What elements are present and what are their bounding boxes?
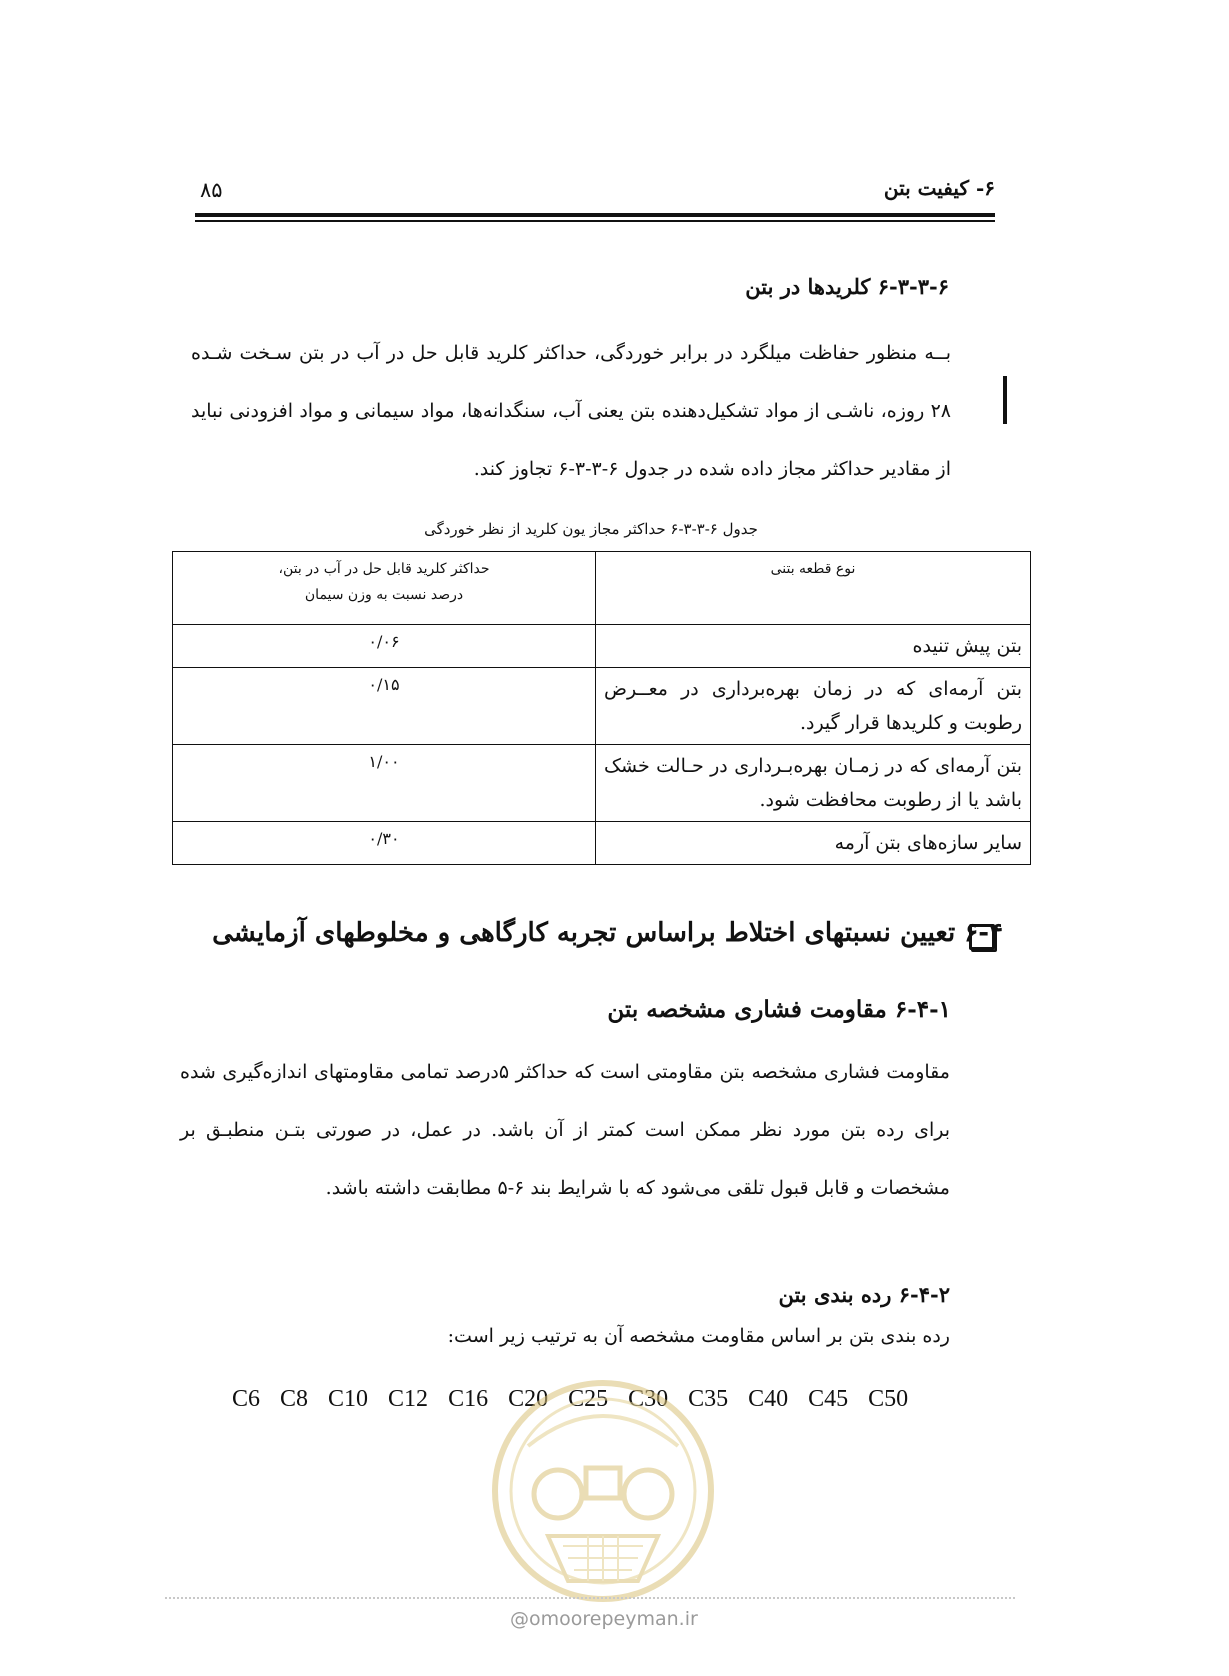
running-header [195,176,995,206]
table-row [173,625,1031,668]
page-number: ۸۵ [200,178,223,202]
chlorides-heading: ۶-۳-۳-۶ کلریدها در بتن [745,274,949,299]
header-cell-type [596,552,1031,625]
header-type-label: نوع قطعه بتنی [770,561,856,577]
header-rule-thin [195,220,995,222]
grades-heading: ۶-۴-۲ رده بندی بتن [778,1282,950,1307]
grades-intro: رده بندی بتن بر اساس مقاومت مشخصه آن به ترتیب زیر است: [447,1325,950,1347]
row-value-cell: ۰/۱۵ [173,668,596,745]
grade-item: C8 [280,1386,309,1412]
strength-paragraph: مقاومت فشاری مشخصه بتن مقاومتی است که حداکثر ۵درصد تمامی مقاومتهای اندازه‌گیری شده برای رده بتن مورد نظر ممکن است کمتر از آن باشد. در عمل، در صورتی بتـن منطبـق بر مشخصات و قابل قبول تلقی می‌شود که با شرایط بند ۶-۵ مطابقت داشته باشد. [180,1061,950,1199]
table-row [173,822,1031,865]
table-row [173,745,1031,822]
grade-item: C12 [388,1386,429,1412]
table-header-row [173,552,1031,625]
header-rule-thick [195,213,995,217]
grade-item: C10 [328,1386,369,1412]
grade-item: C30 [628,1386,669,1412]
grade-item: C50 [868,1386,909,1412]
grade-item: C25 [568,1386,609,1412]
chlorides-paragraph: بــه منظور حفاظت میلگرد در برابر خوردگی، حداکثر کلرید قابل حل در آب در بتن سـخت شـده ۲۸ روزه، ناشـی از مواد تشکیل‌دهنده بتن یعنی آب، سنگدانه‌ها، مواد سیمانی و مواد افزودنی نباید از مقادیر حداکثر مجاز داده شده در جدول ۶-۳-۳-۶ تجاوز کند. [191,342,951,480]
watermark-url: @omoorepeyman.ir [510,1608,698,1630]
row-type-cell: بتن آرمه‌ای که در زمان بهره‌برداری در معــرض رطوبت و کلریدها قرار گیرد. [596,668,1031,745]
chapter-title: ۶- کیفیت بتن [883,176,995,200]
header-max-line1: حداکثر کلرید قابل حل در آب در بتن، [278,561,490,577]
watermark-seal-icon [488,1376,718,1606]
grade-item: C35 [688,1386,729,1412]
row-value-cell: ۱/۰۰ [173,745,596,822]
header-cell-max [173,552,596,625]
row-type-cell: بتن آرمه‌ای که در زمـان بهره‌بـرداری در حـالت خشک باشد یا از رطوبت محافظت شود. [596,745,1031,822]
row-value-cell: ۰/۰۶ [173,625,596,668]
grade-item: C6 [232,1386,261,1412]
chloride-limits-table [172,551,1031,865]
grade-item: C20 [508,1386,549,1412]
margin-change-bar [1003,376,1007,424]
table-caption: جدول ۶-۳-۳-۶ حداکثر مجاز یون کلرید از نظر خوردگی [424,520,758,538]
scan-artifact-line [165,1597,1015,1603]
grade-item: C16 [448,1386,489,1412]
grade-item: C45 [808,1386,849,1412]
row-value-cell: ۰/۳۰ [173,822,596,865]
strength-heading: ۶-۴-۱ مقاومت فشاری مشخصه بتن [607,996,951,1023]
row-type-cell: سایر سازه‌های بتن آرمه [596,822,1031,865]
header-max-line2: درصد نسبت به وزن سیمان [304,587,464,603]
grade-item: C40 [748,1386,789,1412]
table-row [173,668,1031,745]
row-type-cell: بتن پیش تنیده [596,625,1031,668]
mix-proportion-heading: ۶-۴ تعیین نسبتهای اختلاط براساس تجربه کارگاهی و مخلوطهای آزمایشی [212,918,1003,948]
